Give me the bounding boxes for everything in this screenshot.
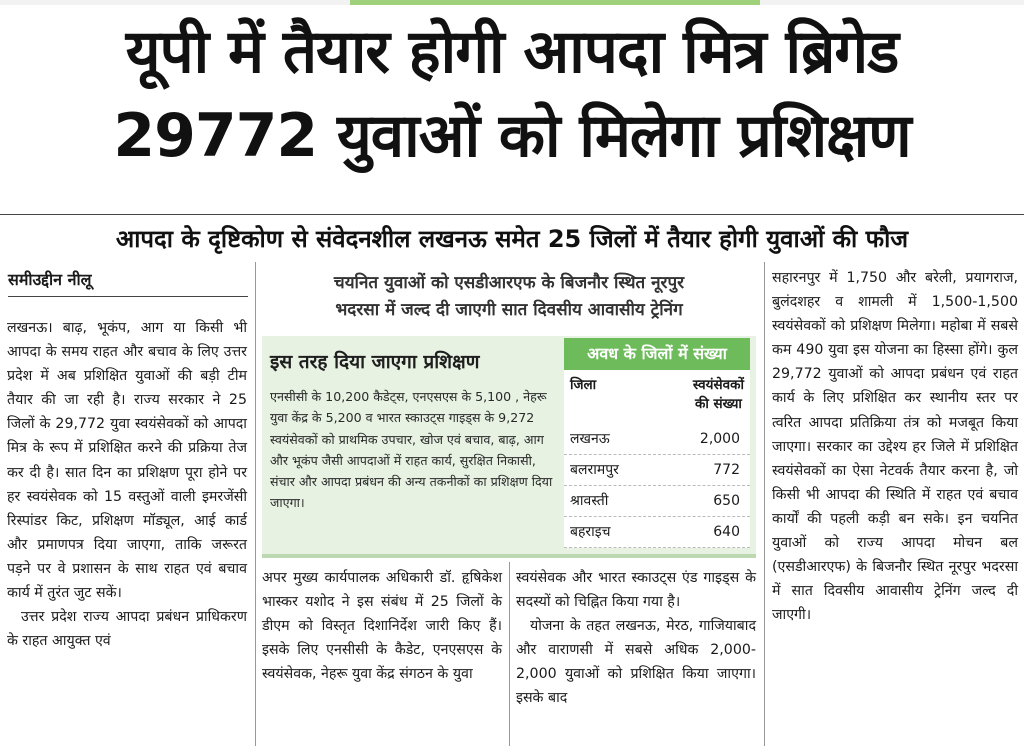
district-count: 650 — [713, 493, 740, 509]
district-name: लखनऊ — [570, 431, 610, 447]
table-row — [564, 517, 750, 548]
column-divider-2 — [509, 562, 510, 746]
table-col-count-line: की संख्या — [694, 396, 742, 412]
article-center-column-b — [516, 566, 756, 711]
table-row — [564, 486, 750, 517]
table-row — [564, 455, 750, 486]
byline: समीउद्दीन नीलू — [8, 270, 92, 289]
article-left-column — [7, 316, 247, 653]
district-name: बहराइच — [570, 524, 611, 540]
headline-divider — [0, 214, 1024, 215]
district-count-table — [564, 338, 750, 548]
table-col-count-line: स्वयंसेवकों — [692, 377, 744, 393]
training-box-title: इस तरह दिया जाएगा प्रशिक्षण — [270, 351, 480, 373]
article-center-column-a — [262, 566, 502, 686]
headline-line-1: यूपी में तैयार होगी आपदा मित्र ब्रिगेड — [125, 17, 899, 87]
district-count: 772 — [713, 462, 740, 478]
top-bar — [0, 0, 1024, 5]
paragraph: सहारनपुर में 1,750 और बरेली, प्रयागराज, बुलंदशहर व शामली में 1,500-1,500 स्वयंसेवकों को प्रशिक्षण मिलेगा। महोबा में सबसे कम 490 युवा इस योजना का हिस्सा होंगे। कुल 29,772 युवाओं को आपदा प्रबंधन एवं राहत कार्य के लिए प्रशिक्षित कर स्थानीय स्तर पर त्वरित आपदा प्रतिक्रिया तंत्र को मजबूत किया जाएगा। सरकार का उद्देश्य हर जिले में प्रशिक्षित स्वयंसेवकों का ऐसा नेटवर्क तैयार करना है, जो किसी भी आपदा की स्थिति में राहत एवं बचाव कार्यों की पहली कड़ी बन सके। इन चयनित युवाओं को राज्य आपदा मोचन बल (एसडीआरएफ) के बिजनौर स्थित नूरपुर भदरसा में सात दिवसीय आवासीय ट्रेनिंग जल्द दी जाएगी। — [772, 270, 1018, 624]
paragraph: लखनऊ। बाढ़, भूकंप, आग या किसी भी आपदा के समय राहत और बचाव के लिए उत्तर प्रदेश में अब प्रशिक्षित युवाओं की बड़ी टीम तैयार की जा रही है। राज्य सरकार ने 25 जिलों के 29,772 युवा स्वयंसेवकों को आपदा मित्र के रूप में प्रशिक्षित करने की प्रक्रिया तेज कर दी है। सात दिन का प्रशिक्षण पूरा होने पर हर स्वयंसेवक को 15 वस्तुओं वाली इमरजेंसी रिस्पांडर किट, प्रशिक्षण मॉड्यूल, आई कार्ड और प्रमाणपत्र दिया जाएगा, ताकि जरूरत पड़ने पर वे प्रशासन के साथ राहत एवं बचाव कार्य में तुरंत जुट सकें। — [7, 320, 247, 602]
table-col-district: जिला — [570, 377, 597, 393]
district-name: श्रावस्ती — [570, 493, 609, 509]
center-title-line: चयनित युवाओं को एसडीआरएफ के बिजनौर स्थित नूरपुर — [333, 273, 685, 293]
article-right-column — [772, 266, 1018, 627]
column-divider-1 — [255, 262, 256, 746]
paragraph: स्वयंसेवक और भारत स्काउट्स एंड गाइड्स के सदस्यों को चिह्नित किया गया है। — [516, 570, 756, 611]
column-divider-3 — [764, 262, 765, 746]
district-name: बलरामपुर — [570, 462, 619, 478]
paragraph: उत्तर प्रदेश राज्य आपदा प्रबंधन प्राधिकरण के राहत आयुक्त एवं — [7, 609, 247, 650]
table-title: अवध के जिलों में संख्या — [564, 338, 750, 370]
center-title-line: भदरसा में जल्द दी जाएगी सात दिवसीय आवासीय ट्रेनिंग — [335, 300, 683, 320]
headline-line-2: 29772 युवाओं को मिलेगा प्रशिक्षण — [113, 101, 911, 171]
table-row — [564, 424, 750, 455]
center-title — [262, 270, 756, 324]
district-count: 640 — [713, 524, 740, 540]
byline-rule — [8, 296, 248, 297]
district-count: 2,000 — [699, 431, 740, 447]
table-col-count — [693, 376, 744, 424]
table-header-row — [564, 370, 750, 424]
training-box-text: एनसीसी के 10,200 कैडेट्स, एनएसएस के 5,100 , नेहरू युवा केंद्र के 5,200 व भारत स्काउट्स गाइड्स के 9,272 स्वयंसेवकों को प्राथमिक उपचार, खोज एवं बचाव, बाढ़, आग और भूकंप जैसी आपदाओं में राहत कार्य, सुरक्षित निकासी, संचार और आपदा प्रबंधन की अन्य तकनीकों का प्रशिक्षण दिया जाएगा। — [270, 389, 553, 511]
top-accent-bar — [350, 0, 760, 5]
paragraph: योजना के तहत लखनऊ, मेरठ, गाजियाबाद और वाराणसी में सबसे अधिक 2,000-2,000 युवाओं को प्रशिक्षित किया जाएगा। इसके बाद — [516, 618, 756, 707]
subheadline: आपदा के दृष्टिकोण से संवेदनशील लखनऊ समेत 25 जिलों में तैयार होगी युवाओं की फौज — [115, 225, 909, 253]
paragraph: अपर मुख्य कार्यपालक अधिकारी डॉ. हृषिकेश भास्कर यशोद ने इस संबंध में 25 जिलों के डीएम को विस्तृत दिशानिर्देश जारी किए हैं। इसके लिए एनसीसी के कैडेट, एनएसएस के स्वयंसेवक, नेहरू युवा केंद्र संगठन के युवा — [262, 570, 502, 683]
